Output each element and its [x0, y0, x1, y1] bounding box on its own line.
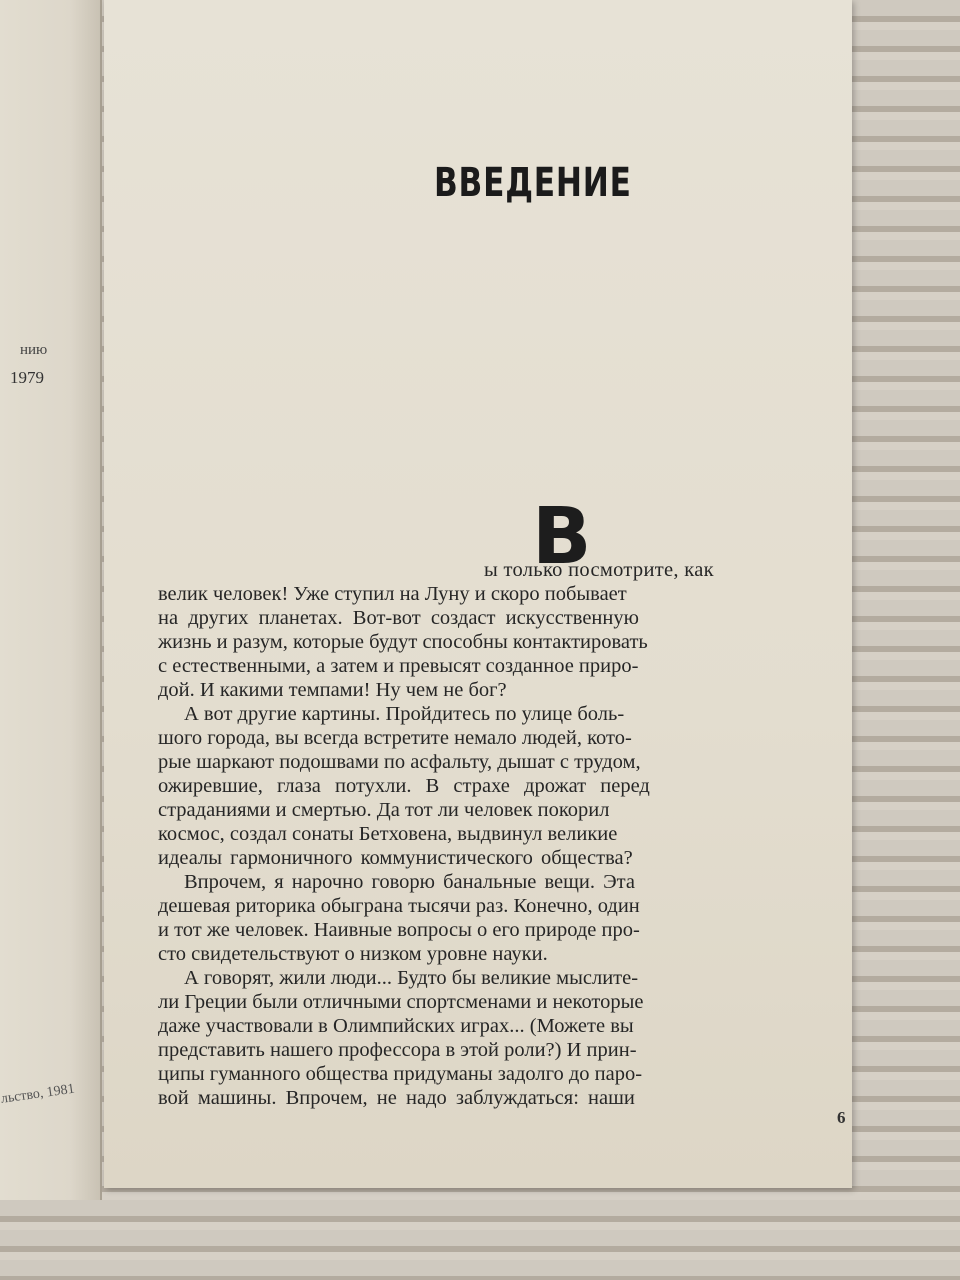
- text-line: велик человек! Уже ступил на Луну и скоро побывает: [158, 583, 627, 605]
- text-line: идеалы гармоничного коммунистического общества?: [158, 847, 633, 869]
- text-line: на других планетах. Вот-вот создаст искусственную: [158, 607, 639, 629]
- text-line: дешевая риторика обыграна тысячи раз. Конечно, один: [158, 895, 640, 917]
- text-line: даже участвовали в Олимпийских играх... (Можете вы: [158, 1015, 634, 1037]
- drop-cap: В: [532, 492, 592, 582]
- text-line: А вот другие картины. Пройдитесь по улице боль-: [184, 703, 625, 725]
- left-page-year: 1979: [10, 368, 44, 387]
- text-line: шого города, вы всегда встретите немало людей, кото-: [158, 727, 632, 749]
- text-line: дой. И какими темпами! Ну чем не бог?: [158, 679, 507, 701]
- page-number: 6: [837, 1108, 846, 1127]
- text-line: космос, создал сонаты Бетховена, выдвинул великие: [158, 823, 618, 845]
- left-page-fragment: нию: [20, 342, 48, 358]
- text-line: страданиями и смертью. Да тот ли человек покорил: [158, 799, 610, 821]
- right-page: [104, 0, 852, 1188]
- text-line: представить нашего профессора в этой роли?) И прин-: [158, 1039, 637, 1061]
- left-page-imprint: льство, 1981: [0, 1081, 76, 1107]
- text-line: рые шаркают подошвами по асфальту, дышат с трудом,: [158, 751, 641, 773]
- chapter-heading: ВВЕДЕНИЕ: [434, 160, 632, 206]
- text-line: Впрочем, я нарочно говорю банальные вещи. Эта: [184, 871, 635, 893]
- text-line: сто свидетельствуют о низком уровне науки.: [158, 943, 548, 965]
- text-line: с естественными, а затем и превысят созданное приро-: [158, 655, 639, 677]
- text-line: ожиревшие, глаза потухли. В страхе дрожат перед: [158, 775, 650, 797]
- left-page: [0, 0, 102, 1200]
- text-line: и тот же человек. Наивные вопросы о его природе про-: [158, 919, 640, 941]
- text-line: вой машины. Впрочем, не надо заблуждаться: наши: [158, 1087, 635, 1109]
- text-line: ли Греции были отличными спортсменами и некоторые: [158, 991, 644, 1013]
- text-line: А говорят, жили люди... Будто бы великие мыслите-: [184, 967, 639, 989]
- text-line: ы только посмотрите, как: [484, 559, 714, 581]
- text-line: жизнь и разум, которые будут способны контактировать: [158, 631, 648, 653]
- text-line: ципы гуманного общества придуманы задолго до паро-: [158, 1063, 643, 1085]
